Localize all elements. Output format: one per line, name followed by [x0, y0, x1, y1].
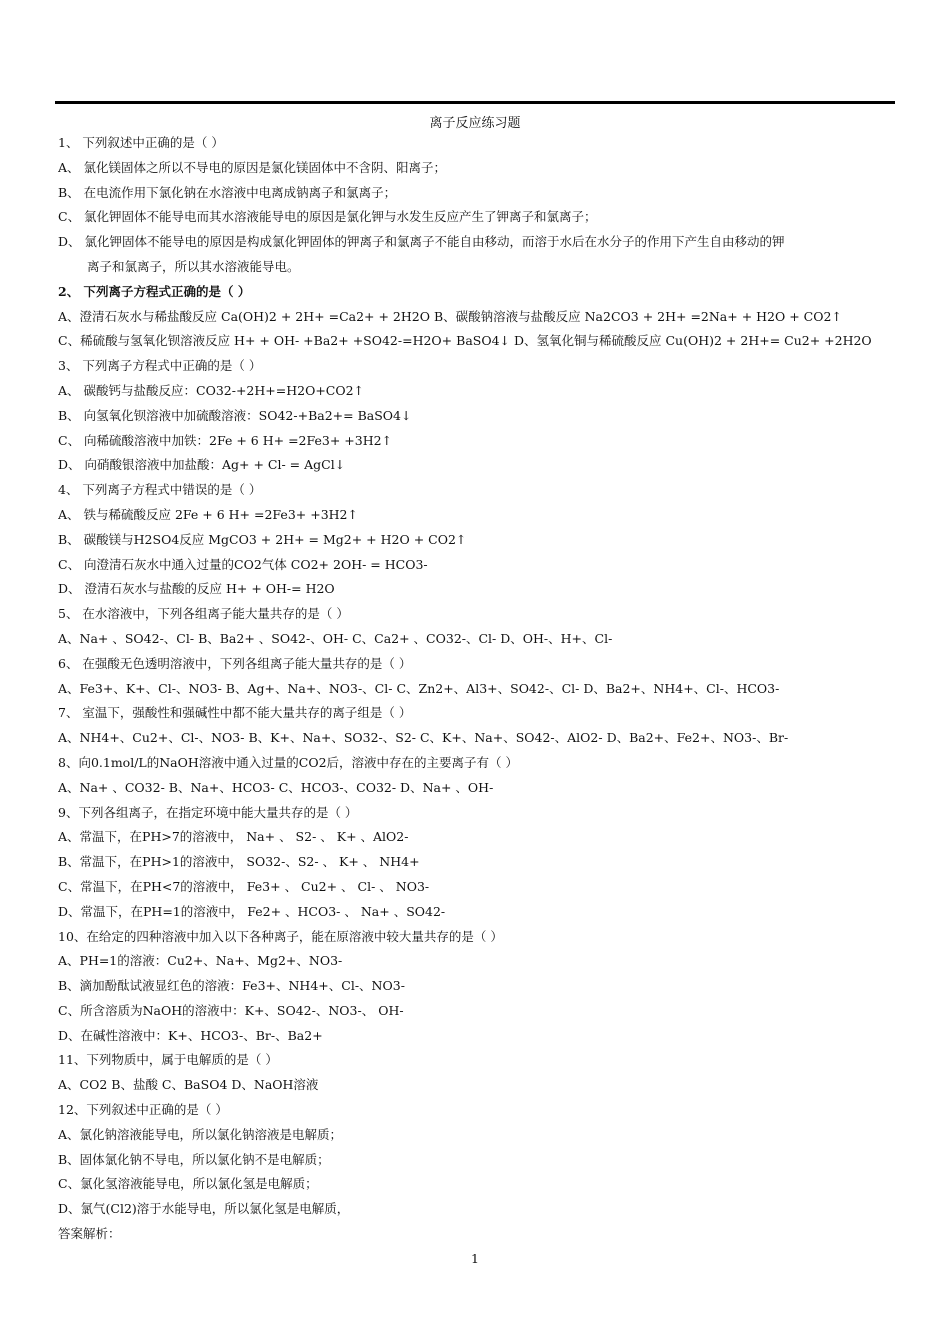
text-line: B、常温下，在PH>1的溶液中， SO32-、S2- 、 K+ 、 NH4+ [58, 854, 420, 870]
text-line: 9、下列各组离子，在指定环境中能大量共存的是（ ） [58, 804, 358, 820]
text-line: B、 在电流作用下氯化钠在水溶液中电离成钠离子和氯离子； [58, 184, 397, 200]
text-line: A、Fe3+、K+、Cl-、NO3- B、Ag+、Na+、NO3-、Cl- C、Zn2+、Al3+、SO42-、Cl- D、Ba2+、NH4+、Cl-、HCO3- [58, 680, 780, 696]
text-line: D、常温下，在PH=1的溶液中， Fe2+ 、HCO3- 、 Na+ 、SO42- [58, 903, 446, 919]
text-line: A、 氯化镁固体之所以不导电的原因是氯化镁固体中不含阴、阳离子； [58, 159, 447, 175]
text-line: 答案解析： [58, 1226, 121, 1242]
text-line: C、 向稀硫酸溶液中加铁：2Fe + 6 H+ =2Fe3+ +3H2↑ [58, 432, 393, 448]
text-line: A、PH=1的溶液：Cu2+、Na+、Mg2+、NO3- [58, 953, 343, 969]
text-line: 6、 在强酸无色透明溶液中，下列各组离子能大量共存的是（ ） [58, 655, 412, 671]
text-line: C、氯化氢溶液能导电，所以氯化氢是电解质； [58, 1176, 318, 1192]
text-line: A、 碳酸钙与盐酸反应：CO32-+2H+=H2O+CO2↑ [58, 382, 365, 398]
text-line: A、常温下，在PH>7的溶液中， Na+ 、 S2- 、 K+ 、AlO2- [58, 829, 409, 845]
text-line: 7、 室温下，强酸性和强碱性中都不能大量共存的离子组是（ ） [58, 705, 412, 721]
text-line: C、所含溶质为NaOH的溶液中：K+、SO42-、NO3-、 OH- [58, 1002, 404, 1018]
text-line: 10、在给定的四种溶液中加入以下各种离子，能在原溶液中较大量共存的是（ ） [58, 928, 503, 944]
text-line: C、 向澄清石灰水中通入过量的CO2气体 CO2+ 2OH- = HCO3- [58, 556, 428, 572]
text-line: A、NH4+、Cu2+、Cl-、NO3- B、K+、Na+、SO32-、S2- C、K+、Na+、SO42-、AlO2- D、Ba2+、Fe2+、NO3-、Br- [58, 730, 789, 746]
text-line: C、 氯化钾固体不能导电而其水溶液能导电的原因是氯化钾与水发生反应产生了钾离子和氯离子； [58, 209, 597, 225]
text-line: B、 向氢氧化钡溶液中加硫酸溶液：SO42-+Ba2+= BaSO4↓ [58, 407, 412, 423]
text-line: 8、向0.1mol/L的NaOH溶液中通入过量的CO2后，溶液中存在的主要离子有（ ） [58, 754, 518, 770]
text-line: 1、 下列叙述中正确的是（ ） [58, 135, 224, 150]
text-line: B、固体氯化钠不导电，所以氯化钠不是电解质； [58, 1151, 330, 1167]
text-line: C、常温下，在PH<7的溶液中， Fe3+ 、 Cu2+ 、 Cl- 、 NO3- [58, 878, 430, 894]
page-number: 1 [471, 1251, 479, 1266]
page-title: 离子反应练习题 [429, 116, 521, 131]
text-line: B、滴加酚酞试液显红色的溶液：Fe3+、NH4+、Cl-、NO3- [58, 978, 405, 994]
text-line: 2、 下列离子方程式正确的是（ ） [58, 283, 251, 299]
text-line: 3、 下列离子方程式中正确的是（ ） [58, 358, 262, 374]
text-line: D、 向硝酸银溶液中加盐酸：Ag+ + Cl- = AgCl↓ [58, 457, 346, 473]
text-line: A、 铁与稀硫酸反应 2Fe + 6 H+ =2Fe3+ +3H2↑ [58, 506, 358, 522]
text-line: 离子和氯离子，所以其水溶液能导电。 [87, 258, 300, 274]
text-line: A、Na+ 、SO42-、Cl- B、Ba2+ 、SO42-、OH- C、Ca2+ 、CO32-、Cl- D、OH-、H+、Cl- [58, 630, 613, 646]
text-line: A、CO2 B、盐酸 C、BaSO4 D、NaOH溶液 [58, 1077, 319, 1093]
text-line: A、澄清石灰水与稀盐酸反应 Ca(OH)2 + 2H+ =Ca2+ + 2H2O B、碳酸钠溶液与盐酸反应 Na2CO3 + 2H+ =2Na+ + H2O + CO2↑ [58, 308, 842, 324]
text-line: 5、 在水溶液中，下列各组离子能大量共存的是（ ） [58, 606, 349, 622]
text-line: B、 碳酸镁与H2SO4反应 MgCO3 + 2H+ = Mg2+ + H2O + CO2↑ [58, 531, 467, 547]
text-line: C、稀硫酸与氢氧化钡溶液反应 H+ + OH- +Ba2+ +SO42-=H2O+ BaSO4↓ D、氢氧化铜与稀硫酸反应 Cu(OH)2 + 2H+= Cu2+ +2H2O [58, 333, 872, 349]
text-line: 12、下列叙述中正确的是（ ） [58, 1102, 228, 1118]
text-line: A、氯化钠溶液能导电，所以氯化钠溶液是电解质； [58, 1126, 343, 1142]
text-line: D、 氯化钾固体不能导电的原因是构成氯化钾固体的钾离子和氯离子不能自由移动，而溶于水后在水分子的作用下产生自由移动的钾 [58, 234, 785, 250]
text-line: D、氯气(Cl2)溶于水能导电，所以氯化氢是电解质， [58, 1201, 350, 1217]
text-line: D、 澄清石灰水与盐酸的反应 H+ + OH-= H2O [58, 581, 335, 597]
text-line: 11、下列物质中，属于电解质的是（ ） [58, 1052, 278, 1068]
question-list [58, 133, 898, 1249]
text-line: D、在碱性溶液中：K+、HCO3-、Br-、Ba2+ [58, 1027, 323, 1043]
header-rule [55, 101, 895, 104]
text-line: A、Na+ 、CO32- B、Na+、HCO3- C、HCO3-、CO32- D、Na+ 、OH- [58, 779, 494, 795]
text-line: 4、 下列离子方程式中错误的是（ ） [58, 482, 262, 498]
